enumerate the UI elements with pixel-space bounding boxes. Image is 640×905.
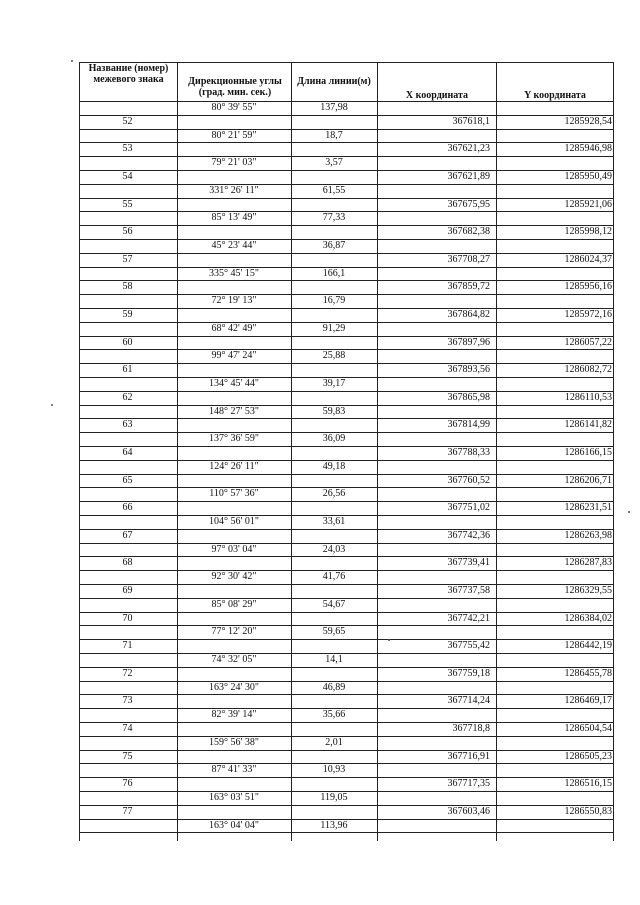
point-y: 1286384,02 <box>564 613 612 624</box>
segment-angle: 159° 56' 38" <box>209 737 259 748</box>
segment-length: 49,18 <box>322 461 346 472</box>
segment-angle: 148° 27' 53" <box>209 406 259 417</box>
point-x: 367739,41 <box>447 557 490 568</box>
point-x: 367718,8 <box>452 723 490 734</box>
segment-angle: 85° 13' 49" <box>211 212 257 223</box>
point-name: 59 <box>122 309 133 320</box>
segment-angle: 82° 39' 14" <box>211 709 257 720</box>
point-x: 367865,98 <box>447 392 490 403</box>
segment-length: 77,33 <box>322 212 346 223</box>
point-y: 1285972,16 <box>564 309 612 320</box>
segment-length: 24,03 <box>322 544 346 555</box>
segment-angle: 124° 26' 11" <box>209 461 259 472</box>
segment-angle: 331° 26' 11" <box>209 185 259 196</box>
segment-length: 35,66 <box>322 709 346 720</box>
point-y: 1285928,54 <box>564 116 612 127</box>
segment-angle: 163° 03' 51" <box>209 792 259 803</box>
point-y: 1286504,54 <box>564 723 612 734</box>
segment-length: 36,87 <box>322 240 346 251</box>
segment-length: 33,61 <box>322 516 346 527</box>
segment-length: 59,65 <box>322 626 346 637</box>
point-x: 367751,02 <box>447 502 490 513</box>
point-name: 75 <box>122 751 133 762</box>
point-y: 1285998,12 <box>564 226 612 237</box>
segment-angle: 72° 19' 13" <box>211 295 257 306</box>
point-x: 367618,1 <box>452 116 490 127</box>
segment-angle: 134° 45' 44" <box>209 378 259 389</box>
column-border <box>377 62 378 841</box>
point-name: 70 <box>122 613 133 624</box>
segment-length: 26,56 <box>322 488 346 499</box>
segment-angle: 99° 47' 24" <box>211 350 257 361</box>
segment-length: 10,93 <box>322 764 346 775</box>
header-angle: Дирекционные углы (град. мин. сек.) <box>188 76 282 98</box>
point-x: 367714,24 <box>447 695 490 706</box>
segment-angle: 74° 32' 05" <box>211 654 257 665</box>
point-name: 55 <box>122 199 133 210</box>
point-y: 1286516,15 <box>564 778 612 789</box>
point-y: 1285950,49 <box>564 171 612 182</box>
point-x: 367716,91 <box>447 751 490 762</box>
segment-length: 18,7 <box>325 130 343 141</box>
segment-angle: 77° 12' 20" <box>211 626 257 637</box>
point-y: 1286263,98 <box>564 530 612 541</box>
point-name: 58 <box>122 281 133 292</box>
segment-length: 16,79 <box>322 295 346 306</box>
segment-length: 166,1 <box>322 268 346 279</box>
segment-angle: 45° 23' 44" <box>211 240 257 251</box>
point-y: 1285921,06 <box>564 199 612 210</box>
point-x: 367893,56 <box>447 364 490 375</box>
scan-speck <box>71 60 73 62</box>
point-y: 1286505,23 <box>564 751 612 762</box>
segment-angle: 85° 08' 29" <box>211 599 257 610</box>
point-y: 1286166,15 <box>564 447 612 458</box>
point-y: 1286206,71 <box>564 475 612 486</box>
segment-angle: 335° 45' 15" <box>209 268 259 279</box>
point-y: 1286550,83 <box>564 806 612 817</box>
segment-angle: 110° 57' 36" <box>209 488 259 499</box>
point-name: 56 <box>122 226 133 237</box>
segment-angle: 104° 56' 01" <box>209 516 259 527</box>
point-x: 367621,23 <box>447 143 490 154</box>
column-border <box>177 62 178 841</box>
header-y: Y координата <box>524 90 586 101</box>
point-x: 367675,95 <box>447 199 490 210</box>
segment-length: 61,55 <box>322 185 346 196</box>
point-x: 367864,82 <box>447 309 490 320</box>
segment-length: 41,76 <box>322 571 346 582</box>
point-name: 52 <box>122 116 133 127</box>
segment-length: 91,29 <box>322 323 346 334</box>
point-name: 61 <box>122 364 133 375</box>
point-x: 367788,33 <box>447 447 490 458</box>
point-x: 367717,35 <box>447 778 490 789</box>
point-name: 73 <box>122 695 133 706</box>
point-name: 67 <box>122 530 133 541</box>
point-x: 367755,42 <box>447 640 490 651</box>
point-name: 68 <box>122 557 133 568</box>
segment-length: 36,09 <box>322 433 346 444</box>
segment-angle: 80° 39' 55" <box>211 102 257 113</box>
point-y: 1286287,83 <box>564 557 612 568</box>
point-name: 71 <box>122 640 133 651</box>
point-y: 1286057,22 <box>564 337 612 348</box>
point-name: 53 <box>122 143 133 154</box>
row-border <box>79 832 614 833</box>
column-border <box>291 62 292 841</box>
point-name: 69 <box>122 585 133 596</box>
point-y: 1286329,55 <box>564 585 612 596</box>
point-name: 60 <box>122 337 133 348</box>
segment-angle: 92° 30' 42" <box>211 571 257 582</box>
column-border <box>496 62 497 841</box>
scan-speck <box>628 511 630 513</box>
point-y: 1286469,17 <box>564 695 612 706</box>
point-x: 367760,52 <box>447 475 490 486</box>
segment-length: 14,1 <box>325 654 343 665</box>
scan-speck <box>51 404 53 406</box>
point-x: 367737,58 <box>447 585 490 596</box>
point-x: 367682,38 <box>447 226 490 237</box>
segment-angle: 163° 04' 04" <box>209 820 259 831</box>
point-y: 1286231,51 <box>564 502 612 513</box>
segment-length: 137,98 <box>320 102 348 113</box>
point-x: 367603,46 <box>447 806 490 817</box>
point-y: 1286455,78 <box>564 668 612 679</box>
segment-angle: 87° 41' 33" <box>211 764 257 775</box>
segment-length: 2,01 <box>325 737 343 748</box>
point-name: 63 <box>122 419 133 430</box>
point-y: 1286082,72 <box>564 364 612 375</box>
segment-length: 46,89 <box>322 682 346 693</box>
point-x: 367759,18 <box>447 668 490 679</box>
segment-length: 59,83 <box>322 406 346 417</box>
point-x: 367897,96 <box>447 337 490 348</box>
point-y: 1286141,82 <box>564 419 612 430</box>
point-x: 367814,99 <box>447 419 490 430</box>
segment-length: 39,17 <box>322 378 346 389</box>
point-name: 74 <box>122 723 133 734</box>
segment-angle: 97° 03' 04" <box>211 544 257 555</box>
segment-angle: 163° 24' 30" <box>209 682 259 693</box>
point-name: 72 <box>122 668 133 679</box>
segment-length: 119,05 <box>320 792 348 803</box>
header-name: Название (номер) межевого знака <box>88 63 169 85</box>
point-x: 367621,89 <box>447 171 490 182</box>
point-name: 65 <box>122 475 133 486</box>
segment-length: 113,96 <box>320 820 348 831</box>
segment-length: 25,88 <box>322 350 346 361</box>
point-y: 1286110,53 <box>564 392 612 403</box>
segment-angle: 68° 42' 49" <box>211 323 257 334</box>
point-name: 62 <box>122 392 133 403</box>
point-name: 57 <box>122 254 133 265</box>
segment-angle: 79° 21' 03" <box>211 157 257 168</box>
point-x: 367742,36 <box>447 530 490 541</box>
point-y: 1285956,16 <box>564 281 612 292</box>
point-y: 1285946,98 <box>564 143 612 154</box>
point-x: 367859,72 <box>447 281 490 292</box>
scan-speck <box>388 639 390 641</box>
segment-angle: 80° 21' 59" <box>211 130 257 141</box>
header-x: X координата <box>405 90 469 101</box>
segment-length: 3,57 <box>325 157 343 168</box>
segment-angle: 137° 36' 59" <box>209 433 259 444</box>
point-name: 54 <box>122 171 133 182</box>
point-name: 77 <box>122 806 133 817</box>
point-name: 76 <box>122 778 133 789</box>
point-y: 1286024,37 <box>564 254 612 265</box>
header-length: Длина линии(м) <box>297 76 371 87</box>
point-name: 66 <box>122 502 133 513</box>
point-name: 64 <box>122 447 133 458</box>
point-x: 367742,21 <box>447 613 490 624</box>
segment-length: 54,67 <box>322 599 346 610</box>
column-border <box>613 62 614 841</box>
point-x: 367708,27 <box>447 254 490 265</box>
point-y: 1286442,19 <box>564 640 612 651</box>
